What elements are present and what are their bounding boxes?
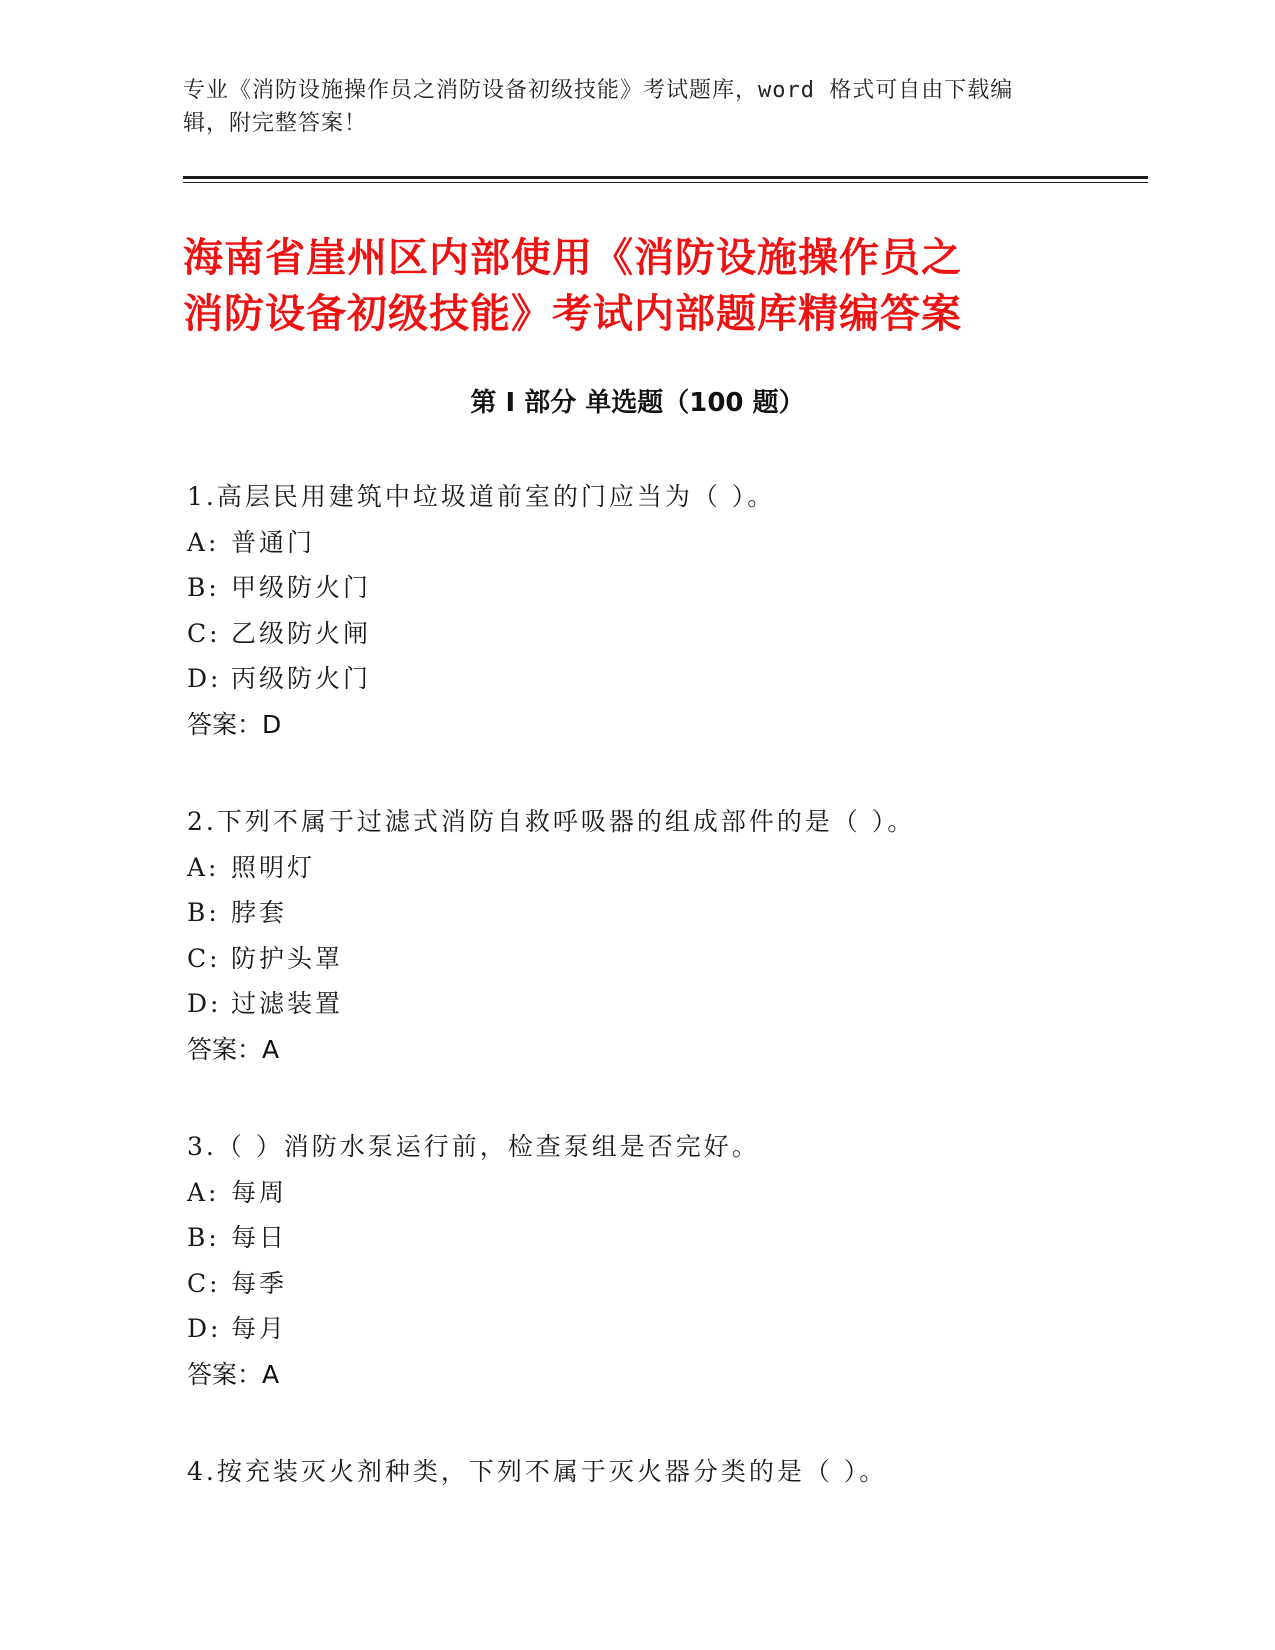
- option-d: [187, 981, 1147, 1027]
- option-text: 丙级防火门: [231, 664, 372, 693]
- option-text: 每日: [231, 1223, 288, 1252]
- option-text: 甲级防火门: [231, 573, 372, 602]
- option-key: B:: [187, 898, 220, 927]
- option-key: A:: [187, 852, 220, 882]
- option-key: D:: [187, 1314, 222, 1343]
- header-note-line-2: 辑，附完整答案！: [183, 111, 368, 136]
- question-2: [187, 799, 1147, 1072]
- option-key: D:: [187, 989, 222, 1018]
- section-title: 第 I 部分 单选题（100 题）: [470, 388, 805, 418]
- option-key: A:: [187, 1177, 220, 1207]
- option-text: 每月: [231, 1314, 288, 1343]
- option-a: [187, 1170, 1147, 1216]
- question-3: [187, 1124, 1147, 1397]
- header-rule-thin: [183, 182, 1148, 183]
- document-title-line-2: 消防设备初级技能》考试内部题库精编答案: [183, 291, 962, 337]
- question-1: [187, 474, 1147, 747]
- answer: 答案：D: [187, 709, 282, 739]
- document-title-line-1: 海南省崖州区内部使用《消防设施操作员之: [183, 235, 962, 281]
- option-text: 乙级防火闸: [231, 618, 372, 648]
- option-text: 每季: [231, 1268, 288, 1298]
- question-stem: 4.按充装灭火剂种类，下列不属于灭火器分类的是（ ）。: [187, 1457, 888, 1486]
- option-text: 普通门: [231, 527, 316, 557]
- question-list: [187, 474, 1147, 1547]
- option-d: [187, 656, 1147, 702]
- option-b: [187, 1215, 1147, 1261]
- option-c: [187, 611, 1147, 657]
- option-key: B:: [187, 573, 220, 602]
- question-stem: 1.高层民用建筑中垃圾道前室的门应当为（ ）。: [187, 482, 776, 511]
- answer: 答案：A: [187, 1034, 280, 1064]
- header-rule-thick: [183, 176, 1148, 179]
- question-stem: 2.下列不属于过滤式消防自救呼吸器的组成部件的是（ ）。: [187, 807, 916, 836]
- option-text: 照明灯: [231, 852, 316, 882]
- option-key: C:: [187, 1268, 221, 1298]
- option-c: [187, 1261, 1147, 1307]
- question-stem: 3.（ ）消防水泵运行前，检查泵组是否完好。: [187, 1132, 760, 1161]
- option-c: [187, 936, 1147, 982]
- header-note-line-1: 专业《消防设施操作员之消防设备初级技能》考试题库，word 格式可自由下载编: [183, 78, 1014, 103]
- header-note: [183, 74, 1063, 140]
- option-key: C:: [187, 618, 221, 648]
- document-title: [183, 230, 1103, 342]
- option-b: [187, 890, 1147, 936]
- option-key: A:: [187, 527, 220, 557]
- option-key: B:: [187, 1223, 220, 1252]
- option-a: [187, 845, 1147, 891]
- option-b: [187, 565, 1147, 611]
- answer: 答案：A: [187, 1359, 280, 1389]
- option-d: [187, 1306, 1147, 1352]
- option-text: 防护头罩: [231, 943, 344, 973]
- option-key: C:: [187, 943, 221, 973]
- option-a: [187, 520, 1147, 566]
- option-text: 每周: [231, 1177, 288, 1207]
- question-4: [187, 1449, 1147, 1495]
- option-key: D:: [187, 664, 222, 693]
- option-text: 过滤装置: [231, 989, 344, 1018]
- option-text: 脖套: [231, 898, 288, 927]
